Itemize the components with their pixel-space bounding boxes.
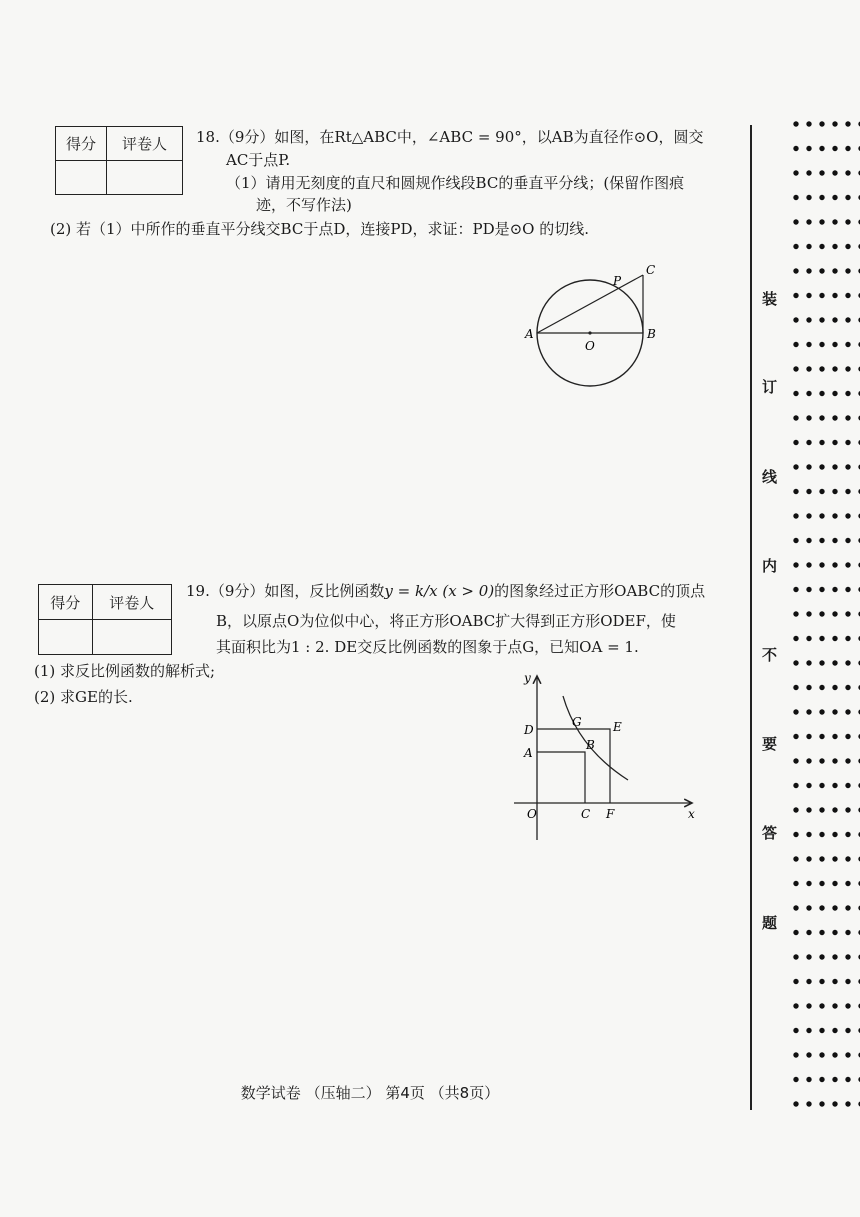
binding-char-3: 线	[762, 468, 778, 486]
binding-line	[750, 125, 752, 1110]
q19-formula: y = k/x (x > 0)	[384, 582, 495, 600]
label-o: O	[527, 807, 537, 821]
label-g: G	[572, 715, 582, 729]
q18-score-table	[55, 126, 183, 195]
label-c: C	[646, 263, 656, 277]
binding-char-4: 内	[762, 557, 778, 575]
binding-dot-pattern	[792, 118, 860, 1108]
q19-score-table	[38, 584, 172, 655]
label-x: x	[688, 807, 695, 821]
q19-line1-post: 的图象经过正方形OABC的顶点	[494, 582, 706, 600]
label-f: F	[606, 807, 615, 821]
binding-char-6: 要	[762, 735, 778, 753]
label-a: A	[524, 746, 533, 760]
binding-char-1: 装	[762, 290, 778, 308]
label-b: B	[647, 327, 656, 341]
binding-char-5: 不	[762, 646, 778, 664]
q19-part2: (2) 求GE的长.	[34, 688, 133, 706]
q19-part1: (1) 求反比例函数的解析式;	[34, 662, 216, 680]
q18-stem-line2: AC于点P.	[226, 151, 291, 169]
q19-stem-line1	[186, 580, 705, 602]
q19-grader-cell[interactable]	[92, 620, 171, 655]
label-b: B	[586, 738, 595, 752]
q18-grader-header: 评卷人	[107, 127, 183, 161]
q19-grader-header: 评卷人	[92, 585, 171, 620]
q18-score-header: 得分	[56, 127, 107, 161]
label-o: O	[585, 339, 595, 353]
label-a: A	[525, 327, 534, 341]
page-footer: 数学试卷 （压轴二） 第4页 （共8页）	[240, 1084, 500, 1102]
q18-score-cell[interactable]	[56, 161, 107, 195]
binding-char-2: 订	[762, 378, 778, 396]
label-e: E	[613, 720, 622, 734]
binding-char-7: 答	[762, 824, 778, 842]
binding-char-8: 题	[762, 914, 778, 932]
q19-figure	[510, 668, 700, 848]
label-d: D	[524, 723, 534, 737]
label-p: P	[613, 274, 622, 288]
label-c: C	[581, 807, 591, 821]
label-y: y	[524, 671, 531, 685]
q18-stem-line1: 18.（9分）如图，在Rt△ABC中，∠ABC = 90°，以AB为直径作⊙O，圆交	[196, 128, 704, 146]
q19-stem-line3: 其面积比为1 : 2. DE交反比例函数的图象于点G，已知OA = 1.	[216, 638, 639, 656]
q18-part1-line2: 迹，不写作法)	[256, 196, 352, 214]
q19-stem-line2: B，以原点O为位似中心，将正方形OABC扩大得到正方形ODEF，使	[216, 612, 676, 630]
q18-figure	[515, 258, 665, 393]
q19-score-header: 得分	[39, 585, 93, 620]
q19-line1-pre: 19.（9分）如图，反比例函数	[186, 582, 385, 600]
q18-part1-line1: （1）请用无刻度的直尺和圆规作线段BC的垂直平分线；(保留作图痕	[226, 174, 685, 192]
q19-score-cell[interactable]	[39, 620, 93, 655]
q18-grader-cell[interactable]	[107, 161, 183, 195]
q18-part2: (2) 若（1）中所作的垂直平分线交BC于点D，连接PD，求证：PD是⊙O 的切线.	[50, 220, 590, 238]
